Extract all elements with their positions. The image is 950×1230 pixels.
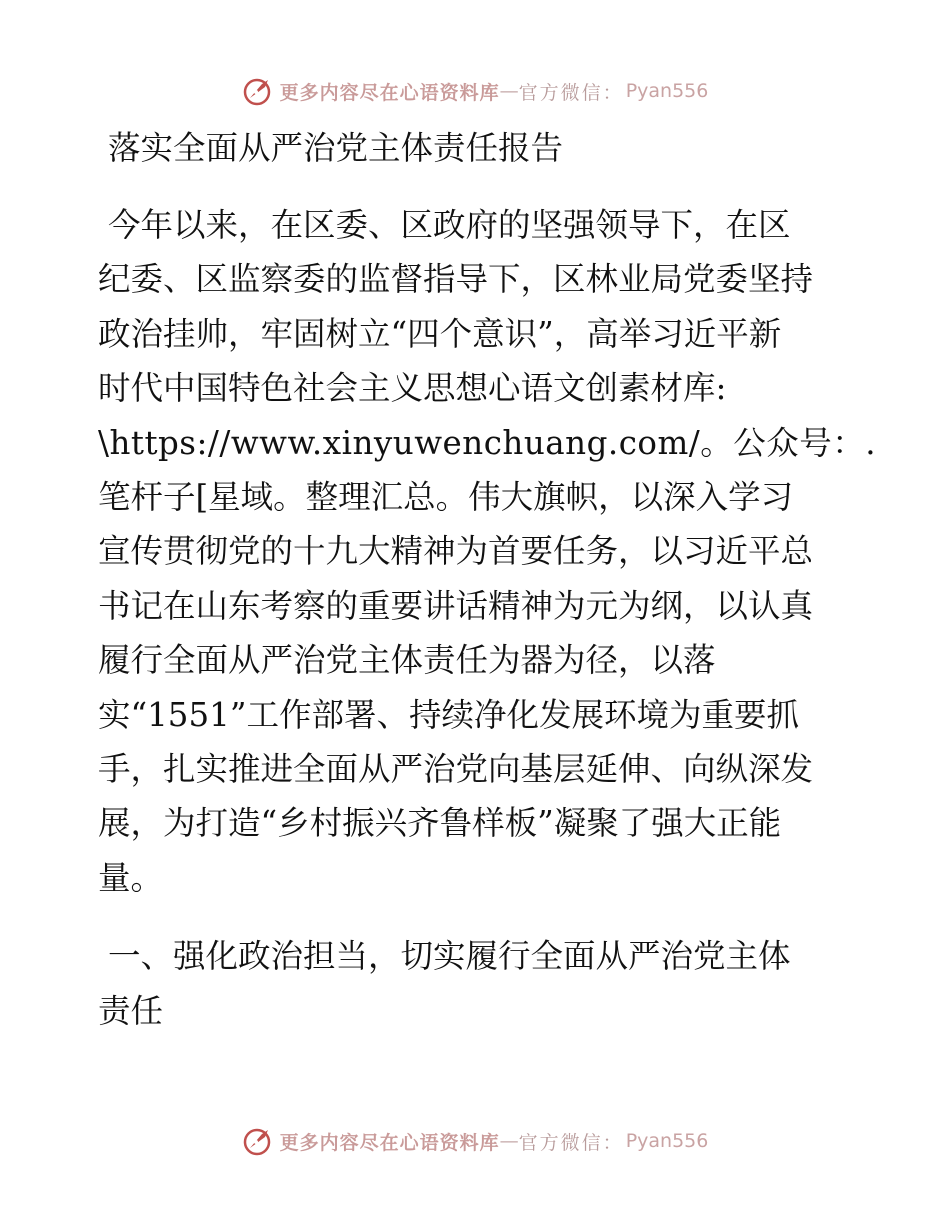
- paragraph-line: 履行全面从严治党主体责任为器为径，以落: [98, 641, 716, 680]
- pen-nib-logo-icon: [242, 1124, 276, 1158]
- watermark-header: [0, 71, 950, 111]
- document-body: [98, 122, 877, 1038]
- pen-nib-logo-icon: [242, 74, 276, 108]
- watermark-footer: [0, 1121, 950, 1161]
- paragraph-line: 纪委、区监察委的监督指导下，区林业局党委坚持: [98, 260, 814, 299]
- watermark-wechat-id: Pyan556: [625, 80, 709, 102]
- paragraph-line: 实“1551”工作部署、持续净化发展环境为重要抓: [98, 695, 799, 734]
- paragraph-line: 政治挂帅，牢固树立“四个意识”，高举习近平新: [98, 314, 782, 353]
- paragraph-line: 手，扎实推进全面从严治党向基层延伸、向纵深发: [98, 750, 814, 789]
- watermark-dash: —: [499, 80, 519, 102]
- paragraph-line: 笔杆子[星域。整理汇总。伟大旗帜，以深入学习: [98, 478, 794, 517]
- paragraph-line: 今年以来，在区委、区政府的坚强领导下，在区: [108, 206, 791, 244]
- watermark-dash: —: [499, 1130, 519, 1152]
- watermark-wechat-id: Pyan556: [625, 1130, 709, 1152]
- watermark-brand: 更多内容尽在心语资料库: [279, 81, 500, 104]
- paragraph-line: 展，为打造“乡村振兴齐鲁样板”凝聚了强大正能: [98, 804, 782, 843]
- heading-line: 责任: [98, 991, 164, 1030]
- watermark-wechat-label: 官方微信：: [518, 1131, 624, 1154]
- paragraph-line: 书记在山东考察的重要讲话精神为元为纲，以认真: [98, 586, 814, 625]
- watermark-brand: 更多内容尽在心语资料库: [279, 1131, 500, 1154]
- paragraph-line: 时代中国特色社会主义思想心语文创素材库:: [98, 369, 727, 408]
- intro-paragraph: [98, 198, 877, 905]
- watermark-wechat-label: 官方微信：: [518, 81, 624, 104]
- document-title: 落实全面从严治党主体责任报告: [108, 129, 564, 167]
- heading-line: 一、强化政治担当，切实履行全面从严治党主体: [108, 937, 791, 976]
- paragraph-line: 宣传贯彻党的十九大精神为首要任务，以习近平总: [98, 532, 814, 571]
- section-heading: [98, 929, 858, 1038]
- paragraph-line-url: \https://www.xinyuwenchuang.com/。公众号：.: [98, 423, 877, 462]
- paragraph-line: 量。: [98, 858, 164, 897]
